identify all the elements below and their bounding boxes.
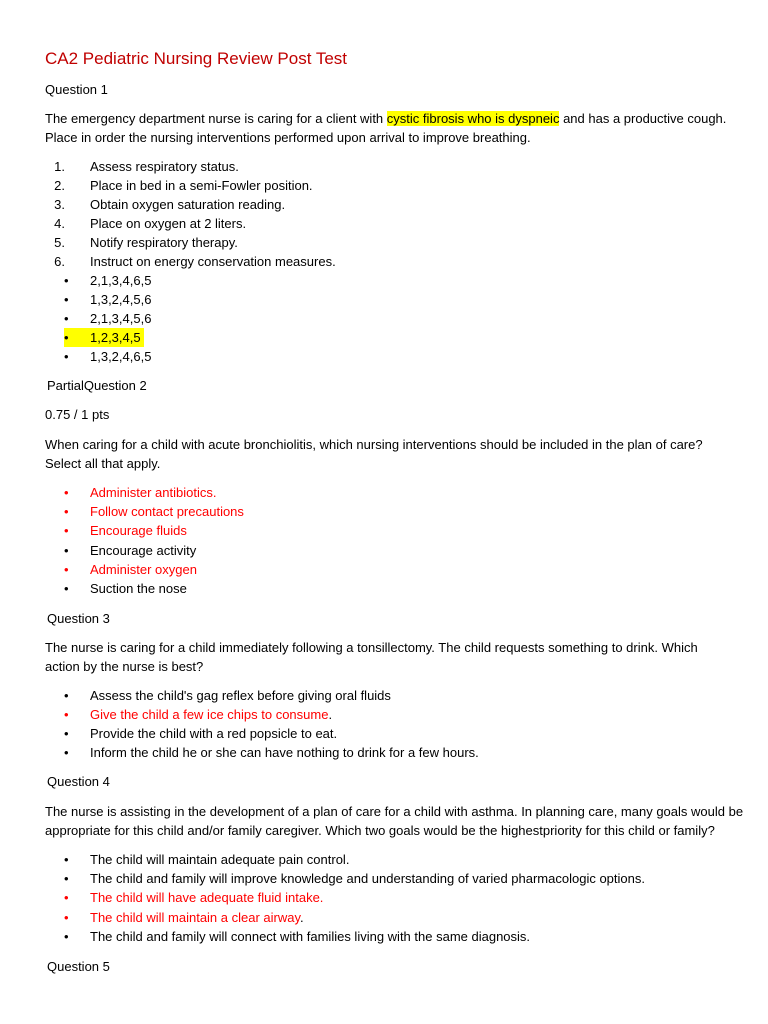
bullet-icon: • <box>64 745 69 760</box>
answer-option-text: Suction the nose <box>90 581 187 596</box>
answer-option-text: 1,2,3,4,5 <box>90 330 141 345</box>
answer-option-period: . <box>328 707 333 722</box>
list-item-4 <box>45 214 246 233</box>
bullet-icon: • <box>64 311 69 326</box>
question-2-text-line-1: When caring for a child with acute bronchiolitis, which nursing interventions should be included in the plan of care? <box>45 437 703 452</box>
question-4-label: Question 4 <box>47 774 110 789</box>
bullet-icon: • <box>64 504 69 519</box>
question-4-text-line-2: appropriate for this child and/or family caregiver. Which two goals would be the highestpriority for this child or family? <box>45 823 715 838</box>
question-3-text-line-2: action by the nurse is best? <box>45 659 204 674</box>
answer-option-text: Provide the child with a red popsicle to eat. <box>90 726 338 741</box>
question-3-text-line-1: The nurse is caring for a child immediately following a tonsillectomy. The child requests something to drink. Which <box>45 640 698 655</box>
list-item-3 <box>45 195 285 214</box>
answer-option-text: Inform the child he or she can have nothing to drink for a few hours. <box>90 745 479 760</box>
answer-option <box>64 502 244 521</box>
answer-option-text: The child and family will connect with families living with the same diagnosis. <box>90 929 531 944</box>
answer-option-text: Assess the child's gag reflex before giving oral fluids <box>90 688 391 703</box>
question-2-score: 0.75 / 1 pts <box>45 407 110 422</box>
answer-option <box>64 888 323 907</box>
question-2-label: PartialQuestion 2 <box>47 378 147 393</box>
answer-option-text: Follow contact precautions <box>90 504 244 519</box>
list-number: 2. <box>54 178 65 193</box>
answer-option-text: Encourage fluids <box>90 523 187 538</box>
bullet-icon: • <box>64 581 69 596</box>
answer-option <box>64 686 391 705</box>
question-3-label: Question 3 <box>47 611 110 626</box>
answer-option-text: The child will maintain adequate pain control. <box>90 852 350 867</box>
question-1-text-segment: and has a productive cough. <box>559 111 727 126</box>
answer-option-text: Administer antibiotics. <box>90 485 217 500</box>
bullet-icon: • <box>64 707 69 722</box>
bullet-icon: • <box>64 330 69 345</box>
bullet-icon: • <box>64 349 69 364</box>
bullet-icon: • <box>64 543 69 558</box>
question-5-label: Question 5 <box>47 959 110 974</box>
answer-option <box>64 309 151 328</box>
bullet-icon: • <box>64 871 69 886</box>
bullet-icon: • <box>64 726 69 741</box>
answer-option <box>64 908 304 927</box>
answer-option <box>64 483 216 502</box>
question-1-text-line-2: Place in order the nursing interventions performed upon arrival to improve breathing. <box>45 130 531 145</box>
answer-option-period: . <box>300 910 304 925</box>
answer-option-text: The child and family will improve knowledge and understanding of varied pharmacologic options. <box>90 871 645 886</box>
answer-option <box>64 869 645 888</box>
answer-option-text: Administer oxygen <box>90 562 197 577</box>
list-item-2 <box>45 176 313 195</box>
bullet-icon: • <box>64 688 69 703</box>
list-item-1 <box>45 157 239 176</box>
list-number: 1. <box>54 159 65 174</box>
bullet-icon: • <box>64 485 69 500</box>
question-1-text-segment: The emergency department nurse is caring for a client with <box>45 111 387 126</box>
list-item-text: Assess respiratory status. <box>90 159 239 174</box>
answer-option <box>64 271 151 290</box>
bullet-icon: • <box>64 273 69 288</box>
answer-option-text: 1,3,2,4,5,6 <box>90 292 152 307</box>
answer-option-highlighted <box>64 328 144 347</box>
highlighted-text: cystic fibrosis who is dyspneic <box>386 111 560 126</box>
answer-option-text: Encourage activity <box>90 543 197 558</box>
list-item-text: Notify respiratory therapy. <box>90 235 238 250</box>
answer-option-text: The child will have adequate fluid intake. <box>90 890 324 905</box>
answer-option-text: 2,1,3,4,5,6 <box>90 311 152 326</box>
list-item-text: Obtain oxygen saturation reading. <box>90 197 286 212</box>
list-number: 5. <box>54 235 65 250</box>
answer-option-text: 2,1,3,4,6,5 <box>90 273 152 288</box>
list-item-5 <box>45 233 238 252</box>
list-number: 6. <box>54 254 65 269</box>
answer-option <box>64 579 187 598</box>
answer-option <box>64 541 196 560</box>
answer-option-text: 1,3,2,4,6,5 <box>90 349 152 364</box>
question-1-label: Question 1 <box>45 82 108 97</box>
list-number: 4. <box>54 216 65 231</box>
page-title: CA2 Pediatric Nursing Review Post Test <box>45 49 348 68</box>
answer-option <box>64 560 197 579</box>
list-item-text: Place in bed in a semi-Fowler position. <box>90 178 313 193</box>
answer-option-text: Give the child a few ice chips to consume <box>90 707 329 722</box>
answer-option <box>64 743 479 762</box>
answer-option <box>64 850 349 869</box>
answer-option <box>64 724 337 743</box>
bullet-icon: • <box>64 910 69 925</box>
question-1-text-line-1 <box>45 109 726 128</box>
bullet-icon: • <box>64 890 69 905</box>
bullet-icon: • <box>64 292 69 307</box>
answer-option <box>64 927 530 946</box>
question-4-text-line-1: The nurse is assisting in the development of a plan of care for a child with asthma. In planning care, many goals would be <box>45 804 744 819</box>
answer-option <box>64 290 151 309</box>
bullet-icon: • <box>64 852 69 867</box>
bullet-icon: • <box>64 523 69 538</box>
bullet-icon: • <box>64 929 69 944</box>
question-2-text-line-2: Select all that apply. <box>45 456 161 471</box>
bullet-icon: • <box>64 562 69 577</box>
list-item-text: Place on oxygen at 2 liters. <box>90 216 247 231</box>
list-number: 3. <box>54 197 65 212</box>
list-item-6 <box>45 252 336 271</box>
list-item-text: Instruct on energy conservation measures. <box>90 254 336 269</box>
answer-option <box>64 347 151 366</box>
answer-option <box>64 521 187 540</box>
answer-option <box>64 705 332 724</box>
answer-option-text: The child will maintain a clear airway <box>90 910 301 925</box>
